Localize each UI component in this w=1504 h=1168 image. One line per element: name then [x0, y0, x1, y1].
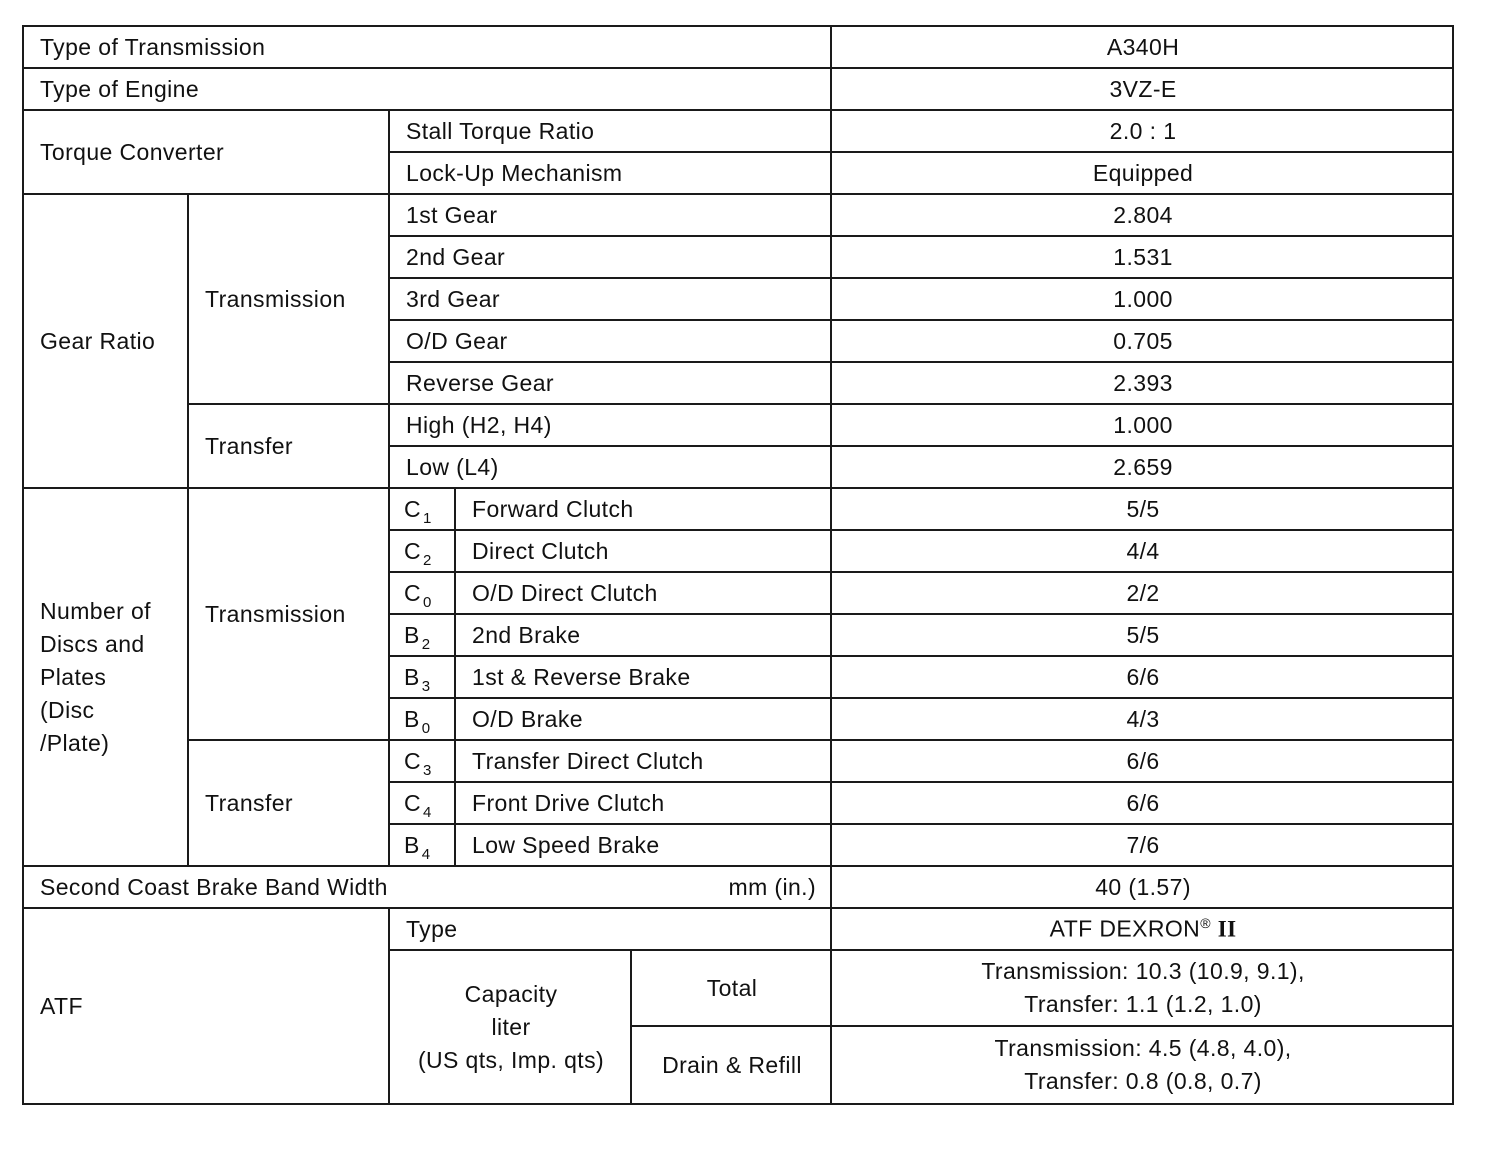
capacity-line: liter — [491, 1013, 531, 1040]
row-gear — [23, 194, 1453, 236]
component-code: C $_4$ — [389, 782, 455, 824]
atf-total-label: Total — [631, 950, 831, 1026]
atf-label: ATF — [23, 908, 389, 1104]
component-value: 4/4 — [831, 530, 1453, 572]
transfer-ratio-label: High (H2, H4) — [389, 404, 831, 446]
gear-label: 3rd Gear — [389, 278, 831, 320]
gear-label: Reverse Gear — [389, 362, 831, 404]
component-code: C $_3$ — [389, 740, 455, 782]
component-code: B $_4$ — [389, 824, 455, 866]
row-band-width — [23, 866, 1453, 908]
row-stall-torque — [23, 110, 1453, 152]
component-code: B $_2$ — [389, 614, 455, 656]
component-name: Transfer Direct Clutch — [455, 740, 831, 782]
component-name: Front Drive Clutch — [455, 782, 831, 824]
transmission-type-label: Type of Transmission — [23, 26, 831, 68]
component-value: 6/6 — [831, 656, 1453, 698]
atf-drain-label: Drain & Refill — [631, 1026, 831, 1104]
stall-torque-label: Stall Torque Ratio — [389, 110, 831, 152]
transfer-ratio-value: 1.000 — [831, 404, 1453, 446]
row-transfer-ratio — [23, 404, 1453, 446]
band-width-unit: mm (in.) — [728, 873, 817, 900]
row-disc — [23, 488, 1453, 530]
component-name: O/D Direct Clutch — [455, 572, 831, 614]
transmission-type-value: A340H — [831, 26, 1453, 68]
discs-label-line: Number of — [40, 597, 151, 624]
component-value: 5/5 — [831, 488, 1453, 530]
component-name: Low Speed Brake — [455, 824, 831, 866]
component-code: C $_1$ — [389, 488, 455, 530]
component-code: B $_0$ — [389, 698, 455, 740]
lockup-value: Equipped — [831, 152, 1453, 194]
transfer-ratio-value: 2.659 — [831, 446, 1453, 488]
row-engine-type — [23, 68, 1453, 110]
component-value: 7/6 — [831, 824, 1453, 866]
gear-ratio-transfer-label: Transfer — [188, 404, 389, 488]
component-value: 6/6 — [831, 740, 1453, 782]
component-name: Direct Clutch — [455, 530, 831, 572]
band-width-label: Second Coast Brake Band Width mm (in.) — [23, 866, 831, 908]
discs-label-line: /Plate) — [40, 729, 110, 756]
component-name: 1st & Reverse Brake — [455, 656, 831, 698]
component-code: B $_3$ — [389, 656, 455, 698]
discs-label-line: (Disc — [40, 696, 95, 723]
component-value: 5/5 — [831, 614, 1453, 656]
stall-torque-value: 2.0 : 1 — [831, 110, 1453, 152]
discs-transmission-label: Transmission — [188, 488, 389, 740]
atf-type-label: Type — [389, 908, 831, 950]
component-code: C $_2$ — [389, 530, 455, 572]
atf-capacity-label — [389, 950, 631, 1104]
atf-total-value: Transmission: 10.3 (10.9, 9.1), Transfer: 1.1 (1.2, 1.0) — [831, 950, 1453, 1026]
capacity-line: (US qts, Imp. qts) — [417, 1046, 605, 1073]
discs-label-line: Plates — [40, 663, 107, 690]
gear-ratio-label: Gear Ratio — [23, 194, 188, 488]
torque-converter-label: Torque Converter — [23, 110, 389, 194]
gear-ratio-transmission-label: Transmission — [188, 194, 389, 404]
atf-drain-value: Transmission: 4.5 (4.8, 4.0), Transfer: 0.8 (0.8, 0.7) — [831, 1026, 1453, 1104]
gear-value: 2.393 — [831, 362, 1453, 404]
gear-label: 2nd Gear — [389, 236, 831, 278]
gear-value: 1.531 — [831, 236, 1453, 278]
spec-table — [22, 25, 1454, 1105]
gear-value: 1.000 — [831, 278, 1453, 320]
engine-type-label: Type of Engine — [23, 68, 831, 110]
gear-label: 1st Gear — [389, 194, 831, 236]
gear-label: O/D Gear — [389, 320, 831, 362]
discs-transfer-label: Transfer — [188, 740, 389, 866]
capacity-line: Capacity — [464, 980, 558, 1007]
row-atf-type — [23, 908, 1453, 950]
gear-value: 2.804 — [831, 194, 1453, 236]
component-name: 2nd Brake — [455, 614, 831, 656]
band-width-value: 40 (1.57) — [831, 866, 1453, 908]
component-value: 6/6 — [831, 782, 1453, 824]
gear-value: 0.705 — [831, 320, 1453, 362]
component-name: Forward Clutch — [455, 488, 831, 530]
lockup-label: Lock-Up Mechanism — [389, 152, 831, 194]
component-value: 4/3 — [831, 698, 1453, 740]
discs-label — [23, 488, 188, 866]
component-value: 2/2 — [831, 572, 1453, 614]
row-transmission-type — [23, 26, 1453, 68]
engine-type-value: 3VZ-E — [831, 68, 1453, 110]
transfer-ratio-label: Low (L4) — [389, 446, 831, 488]
row-disc — [23, 740, 1453, 782]
component-name: O/D Brake — [455, 698, 831, 740]
atf-type-value: ATF DEXRON® II — [831, 908, 1453, 950]
component-code: C $_0$ — [389, 572, 455, 614]
discs-label-line: Discs and — [40, 630, 145, 657]
